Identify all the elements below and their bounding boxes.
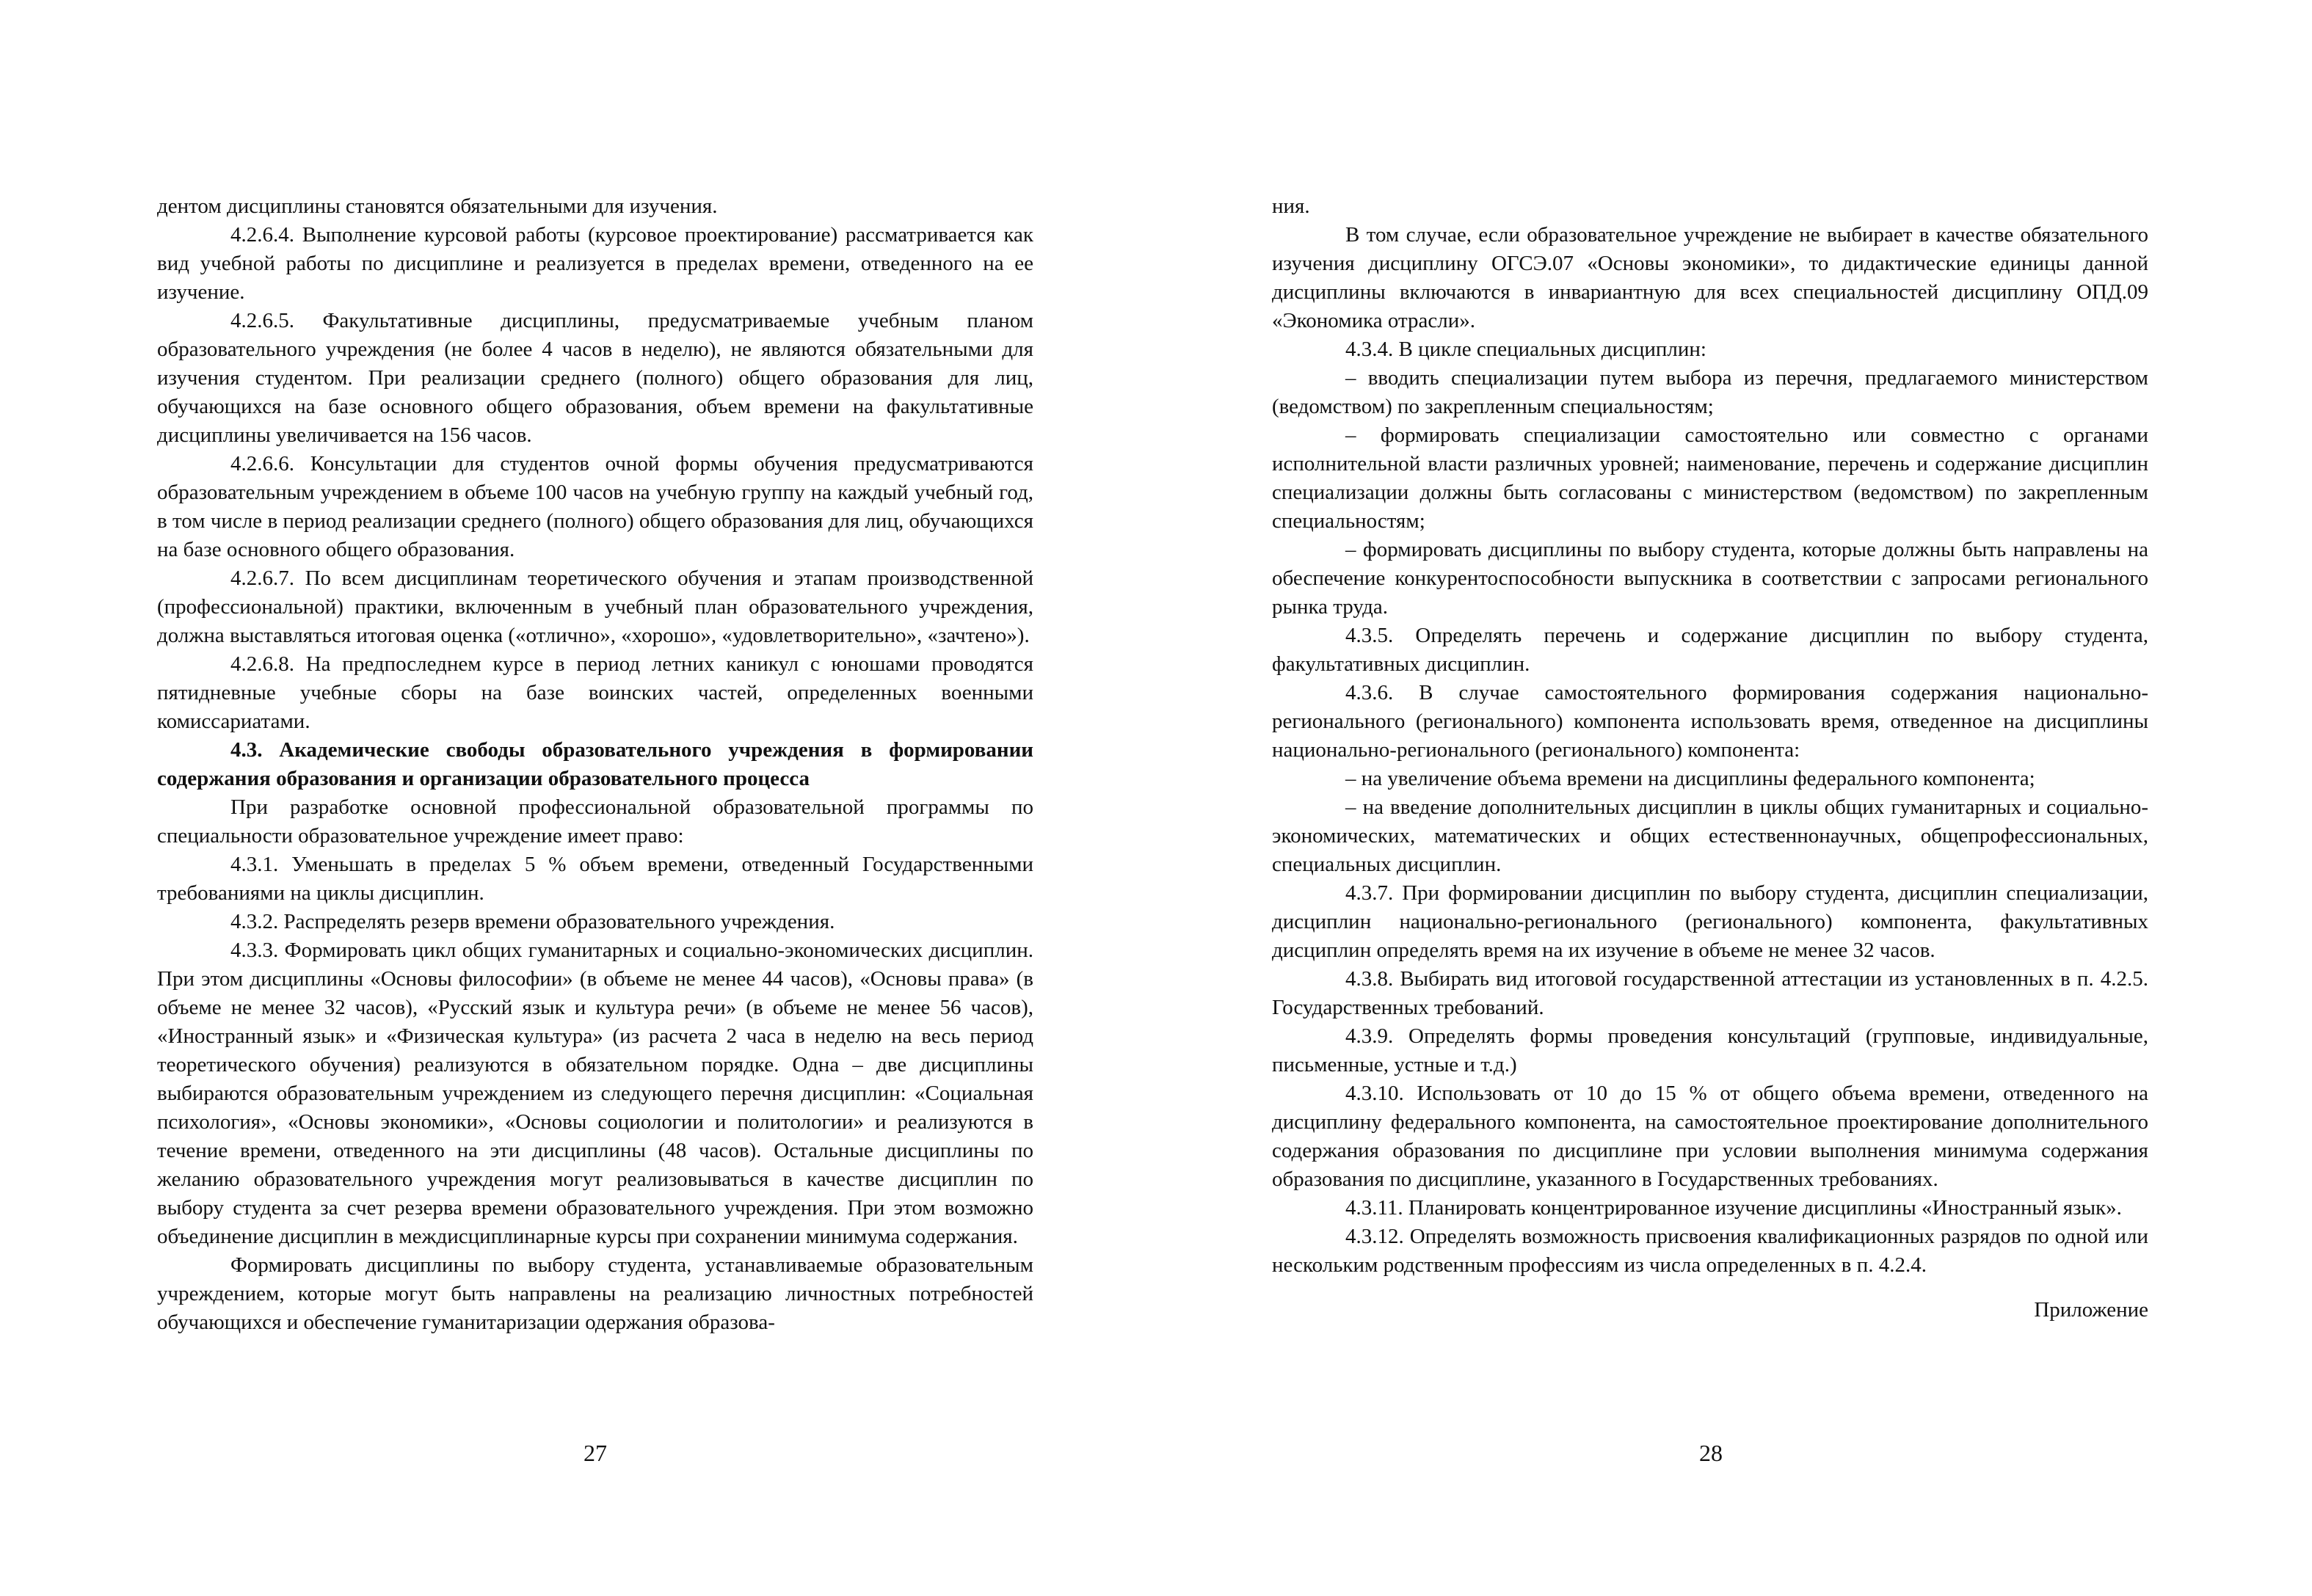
paragraph: ния. bbox=[1272, 194, 1310, 218]
paragraph: 4.3.1. Уменьшать в пределах 5 % объем времени, отведенный Государственными требованиями на циклы дисциплин. bbox=[157, 853, 1033, 905]
paragraph: дентом дисциплины становятся обязательными для изучения. bbox=[157, 194, 718, 218]
list-item: – формировать дисциплины по выбору студента, которые должны быть направлены на обеспечение конкурентоспособности выпускника в соответствии с запросами регионального рынка труда. bbox=[1272, 538, 2148, 619]
paragraph: В том случае, если образовательное учреждение не выбирает в качестве обязательного изучения дисциплину ОГСЭ.07 «Основы экономики», то дидактические единицы данной дисциплины включаются в инвариантную для всех специальностей дисциплину ОПД.09 «Экономика отрасли». bbox=[1272, 223, 2148, 332]
section-heading: 4.3. Академические свободы образовательного учреждения в формировании содержания образования и организации образовательного процесса bbox=[157, 738, 1033, 790]
paragraph: 4.3.12. Определять возможность присвоения квалификационных разрядов по одной или нескольким родственным профессиям из числа определенных в п. 4.2.4. bbox=[1272, 1225, 2148, 1277]
paragraph: 4.3.11. Планировать концентрированное изучение дисциплины «Иностранный язык». bbox=[1345, 1196, 2122, 1220]
page-number-right: 28 bbox=[1699, 1440, 1723, 1466]
paragraph: 4.3.6. В случае самостоятельного формирования содержания национально-регионального (регионального) компонента использовать время, отведенное на дисциплины национально-регионального (регионального) компонента: bbox=[1272, 681, 2148, 762]
page-number-left: 27 bbox=[584, 1440, 607, 1466]
paragraph: 4.2.6.4. Выполнение курсовой работы (курсовое проектирование) рассматривается как вид учебной работы по дисциплине и реализуется в пределах времени, отведенного на ее изучение. bbox=[157, 223, 1033, 304]
list-item: – на введение дополнительных дисциплин в циклы общих гуманитарных и социально-экономических, математических и общих естественнонаучных, общепрофессиональных, специальных дисциплин. bbox=[1272, 795, 2148, 876]
paragraph: 4.3.9. Определять формы проведения консультаций (групповые, индивидуальные, письменные, устные и т.д.) bbox=[1272, 1024, 2148, 1076]
paragraph: 4.2.6.7. По всем дисциплинам теоретического обучения и этапам производственной (профессиональной) практики, включенным в учебный план образовательного учреждения, должна выставляться итоговая оценка («отлично», «хорошо», «удовлетворительно», «зачтено»). bbox=[157, 566, 1033, 647]
left-page-body bbox=[157, 192, 1033, 1337]
paragraph: 4.3.3. Формировать цикл общих гуманитарных и социально-экономических дисциплин. При этом дисциплины «Основы философии» (в объеме не менее 44 часов), «Основы права» (в объеме не менее 32 часов), «Русский язык и культура речи» (в объеме не менее 56 часов), «Иностранный язык» и «Физическая культура» (из расчета 2 часа в неделю на весь период теоретического обучения) реализуются в обязательном порядке. Одна – две дисциплины выбираются образовательным учреждением из следующего перечня дисциплин: «Социальная психология», «Основы экономики», «Основы социологии и политологии» и реализуются в течение времени, отведенного на эти дисциплины (48 часов). Остальные дисциплины по желанию образовательного учреждения могут реализовываться в качестве дисциплин по выбору студента за счет резерва времени образовательного учреждения. При этом возможно объединение дисциплин в междисциплинарные курсы при сохранении минимума содержания. bbox=[157, 939, 1033, 1248]
paragraph: 4.2.6.6. Консультации для студентов очной формы обучения предусматриваются образовательным учреждением в объеме 100 часов на учебную группу на каждый учебный год, в том числе в период реализации среднего (полного) общего образования для лиц, обучающихся на базе основного общего образования. bbox=[157, 452, 1033, 561]
paragraph: 4.3.10. Использовать от 10 до 15 % от общего объема времени, отведенного на дисциплину федерального компонента, на самостоятельное проектирование дополнительного содержания образования по дисциплине при условии выполнения минимума содержания образования по дисциплине, указанного в Государственных требованиях. bbox=[1272, 1082, 2148, 1191]
list-item: – формировать специализации самостоятельно или совместно с органами исполнительной власти различных уровней; наименование, перечень и содержание дисциплин специализации должны быть согласованы с министерством (ведомством) по закрепленным специальностям; bbox=[1272, 423, 2148, 533]
paragraph: 4.3.2. Распределять резерв времени образовательного учреждения. bbox=[230, 910, 835, 933]
list-item: – на увеличение объема времени на дисциплины федерального компонента; bbox=[1345, 767, 2035, 790]
right-page-body bbox=[1272, 192, 2148, 1324]
paragraph: 4.3.7. При формировании дисциплин по выбору студента, дисциплин специализации, дисциплин национально-регионального (регионального) компонента, факультативных дисциплин определять время на их изучение в объеме не менее 32 часов. bbox=[1272, 881, 2148, 962]
paragraph: 4.3.5. Определять перечень и содержание дисциплин по выбору студента, факультативных дисциплин. bbox=[1272, 624, 2148, 676]
paragraph: 4.3.8. Выбирать вид итоговой государственной аттестации из установленных в п. 4.2.5. Государственных требований. bbox=[1272, 967, 2148, 1019]
paragraph: 4.3.4. В цикле специальных дисциплин: bbox=[1345, 338, 1706, 361]
paragraph: При разработке основной профессиональной образовательной программы по специальности образовательное учреждение имеет право: bbox=[157, 795, 1033, 848]
appendix-label: Приложение bbox=[2034, 1298, 2148, 1322]
paragraph: 4.2.6.5. Факультативные дисциплины, предусматриваемые учебным планом образовательного учреждения (не более 4 часов в неделю), не являются обязательными для изучения студентом. При реализации среднего (полного) общего образования для лиц, обучающихся на базе основного общего образования, объем времени на факультативные дисциплины увеличивается на 156 часов. bbox=[157, 309, 1033, 447]
paragraph: Формировать дисциплины по выбору студента, устанавливаемые образовательным учреждением, которые могут быть направлены на реализацию личностных потребностей обучающихся и обеспечение гуманитаризации одержания образова- bbox=[157, 1253, 1033, 1334]
paragraph: 4.2.6.8. На предпоследнем курсе в период летних каникул с юношами проводятся пятидневные учебные сборы на базе воинских частей, определенных военными комиссариатами. bbox=[157, 652, 1033, 733]
list-item: – вводить специализации путем выбора из перечня, предлагаемого министерством (ведомством) по закрепленным специальностям; bbox=[1272, 366, 2148, 418]
